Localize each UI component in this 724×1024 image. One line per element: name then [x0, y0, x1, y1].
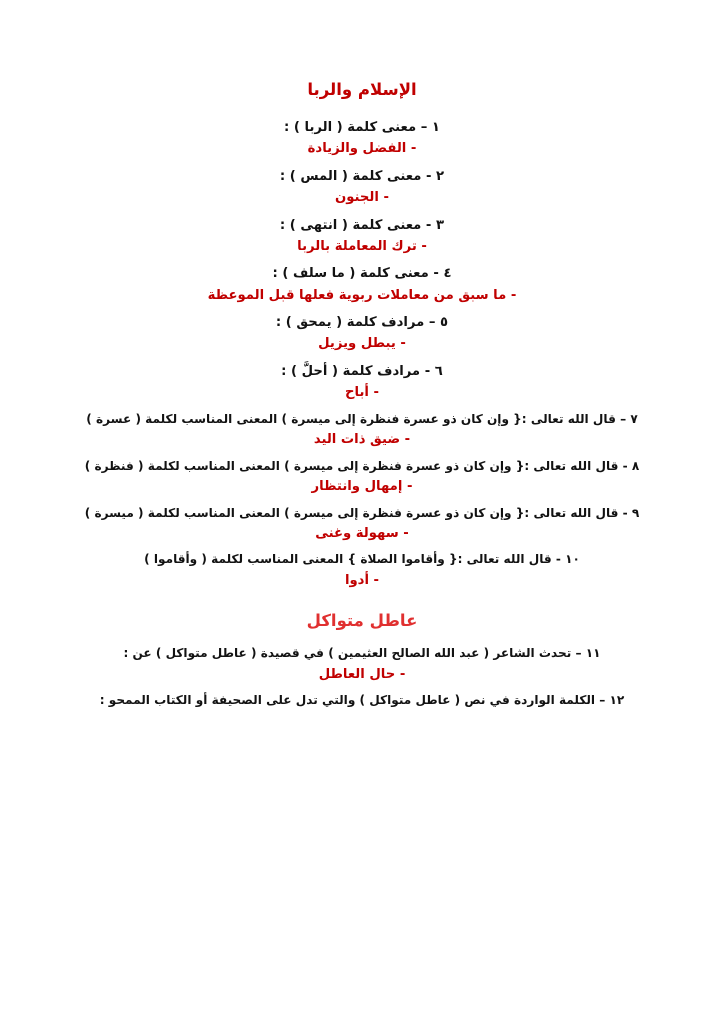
qa-item-1	[52, 117, 672, 160]
answer-text: - إمهال وانتظار	[311, 479, 413, 495]
answer-text: - حال العاطل	[318, 666, 406, 682]
qa-item-6	[52, 361, 672, 404]
page-title: الإسلام والربا	[307, 80, 417, 99]
answer-text: - الجنون	[335, 190, 389, 206]
answer-text: - ما سبق من معاملات ربوية فعلها قبل الموعظة	[207, 287, 517, 303]
qa-item-8	[52, 457, 672, 498]
answer-text: - الفضل والزيادة	[307, 141, 417, 157]
question-text: ٩ - قال الله تعالى :{ وإن كان ذو عسرة فنظرة إلى ميسرة ) المعنى المناسب لكلمة ( ميسرة )	[84, 505, 640, 520]
question-text: ٤ - معنى كلمة ( ما سلف ) :	[272, 266, 452, 282]
question-text: ٧ – قال الله تعالى :{ وإن كان ذو عسرة فنظرة إلى ميسرة ) المعنى المناسب لكلمة ( عسرة )	[86, 411, 638, 426]
answer-text: - ضيق ذات اليد	[313, 432, 411, 448]
section-heading: عاطل متواكل	[306, 611, 418, 631]
question-text: ٢ - معنى كلمة ( المس ) :	[279, 168, 445, 184]
qa-item-5	[52, 312, 672, 355]
question-text: ٦ - مرادف كلمة ( أحلَّ ) :	[281, 363, 443, 379]
question-text: ٣ - معنى كلمة ( انتهى ) :	[279, 217, 445, 233]
question-text: ١٢ – الكلمة الواردة في نص ( عاطل متواكل ) والتي تدل على الصحيفة أو الكتاب الممحو :	[99, 693, 625, 708]
question-text: ١٠ - قال الله تعالى :{ وأقاموا الصلاة } المعنى المناسب لكلمة ( وأقاموا )	[144, 552, 580, 567]
qa-item-4	[52, 263, 672, 306]
question-text: ١١ – تحدث الشاعر ( عبد الله الصالح العثيمين ) في قصيدة ( عاطل متواكل ) عن :	[123, 646, 601, 661]
answer-text: - ترك المعاملة بالربا	[297, 238, 427, 254]
qa-item-3	[52, 215, 672, 258]
qa-item-7	[52, 410, 672, 451]
qa-item-12	[52, 691, 672, 711]
qa-item-10	[52, 550, 672, 591]
question-text: ٥ – مرادف كلمة ( يمحق ) :	[275, 315, 449, 331]
qa-item-11	[52, 644, 672, 685]
answer-text: - يبطل ويزيل	[318, 336, 406, 352]
qa-item-2	[52, 166, 672, 209]
answer-text: - أدوا	[344, 573, 380, 589]
answer-text: - أباح	[345, 385, 379, 401]
section-islam-and-riba	[52, 117, 672, 591]
question-text: ١ – معنى كلمة ( الربا ) :	[284, 120, 440, 136]
answer-text: - سهولة وغنى	[315, 526, 409, 542]
qa-item-9	[52, 504, 672, 545]
section-atel-motawakel	[52, 609, 672, 710]
question-text: ٨ - قال الله تعالى :{ وإن كان ذو عسرة فنظرة إلى ميسرة ) المعنى المناسب لكلمة ( فنظرة )	[84, 458, 640, 473]
